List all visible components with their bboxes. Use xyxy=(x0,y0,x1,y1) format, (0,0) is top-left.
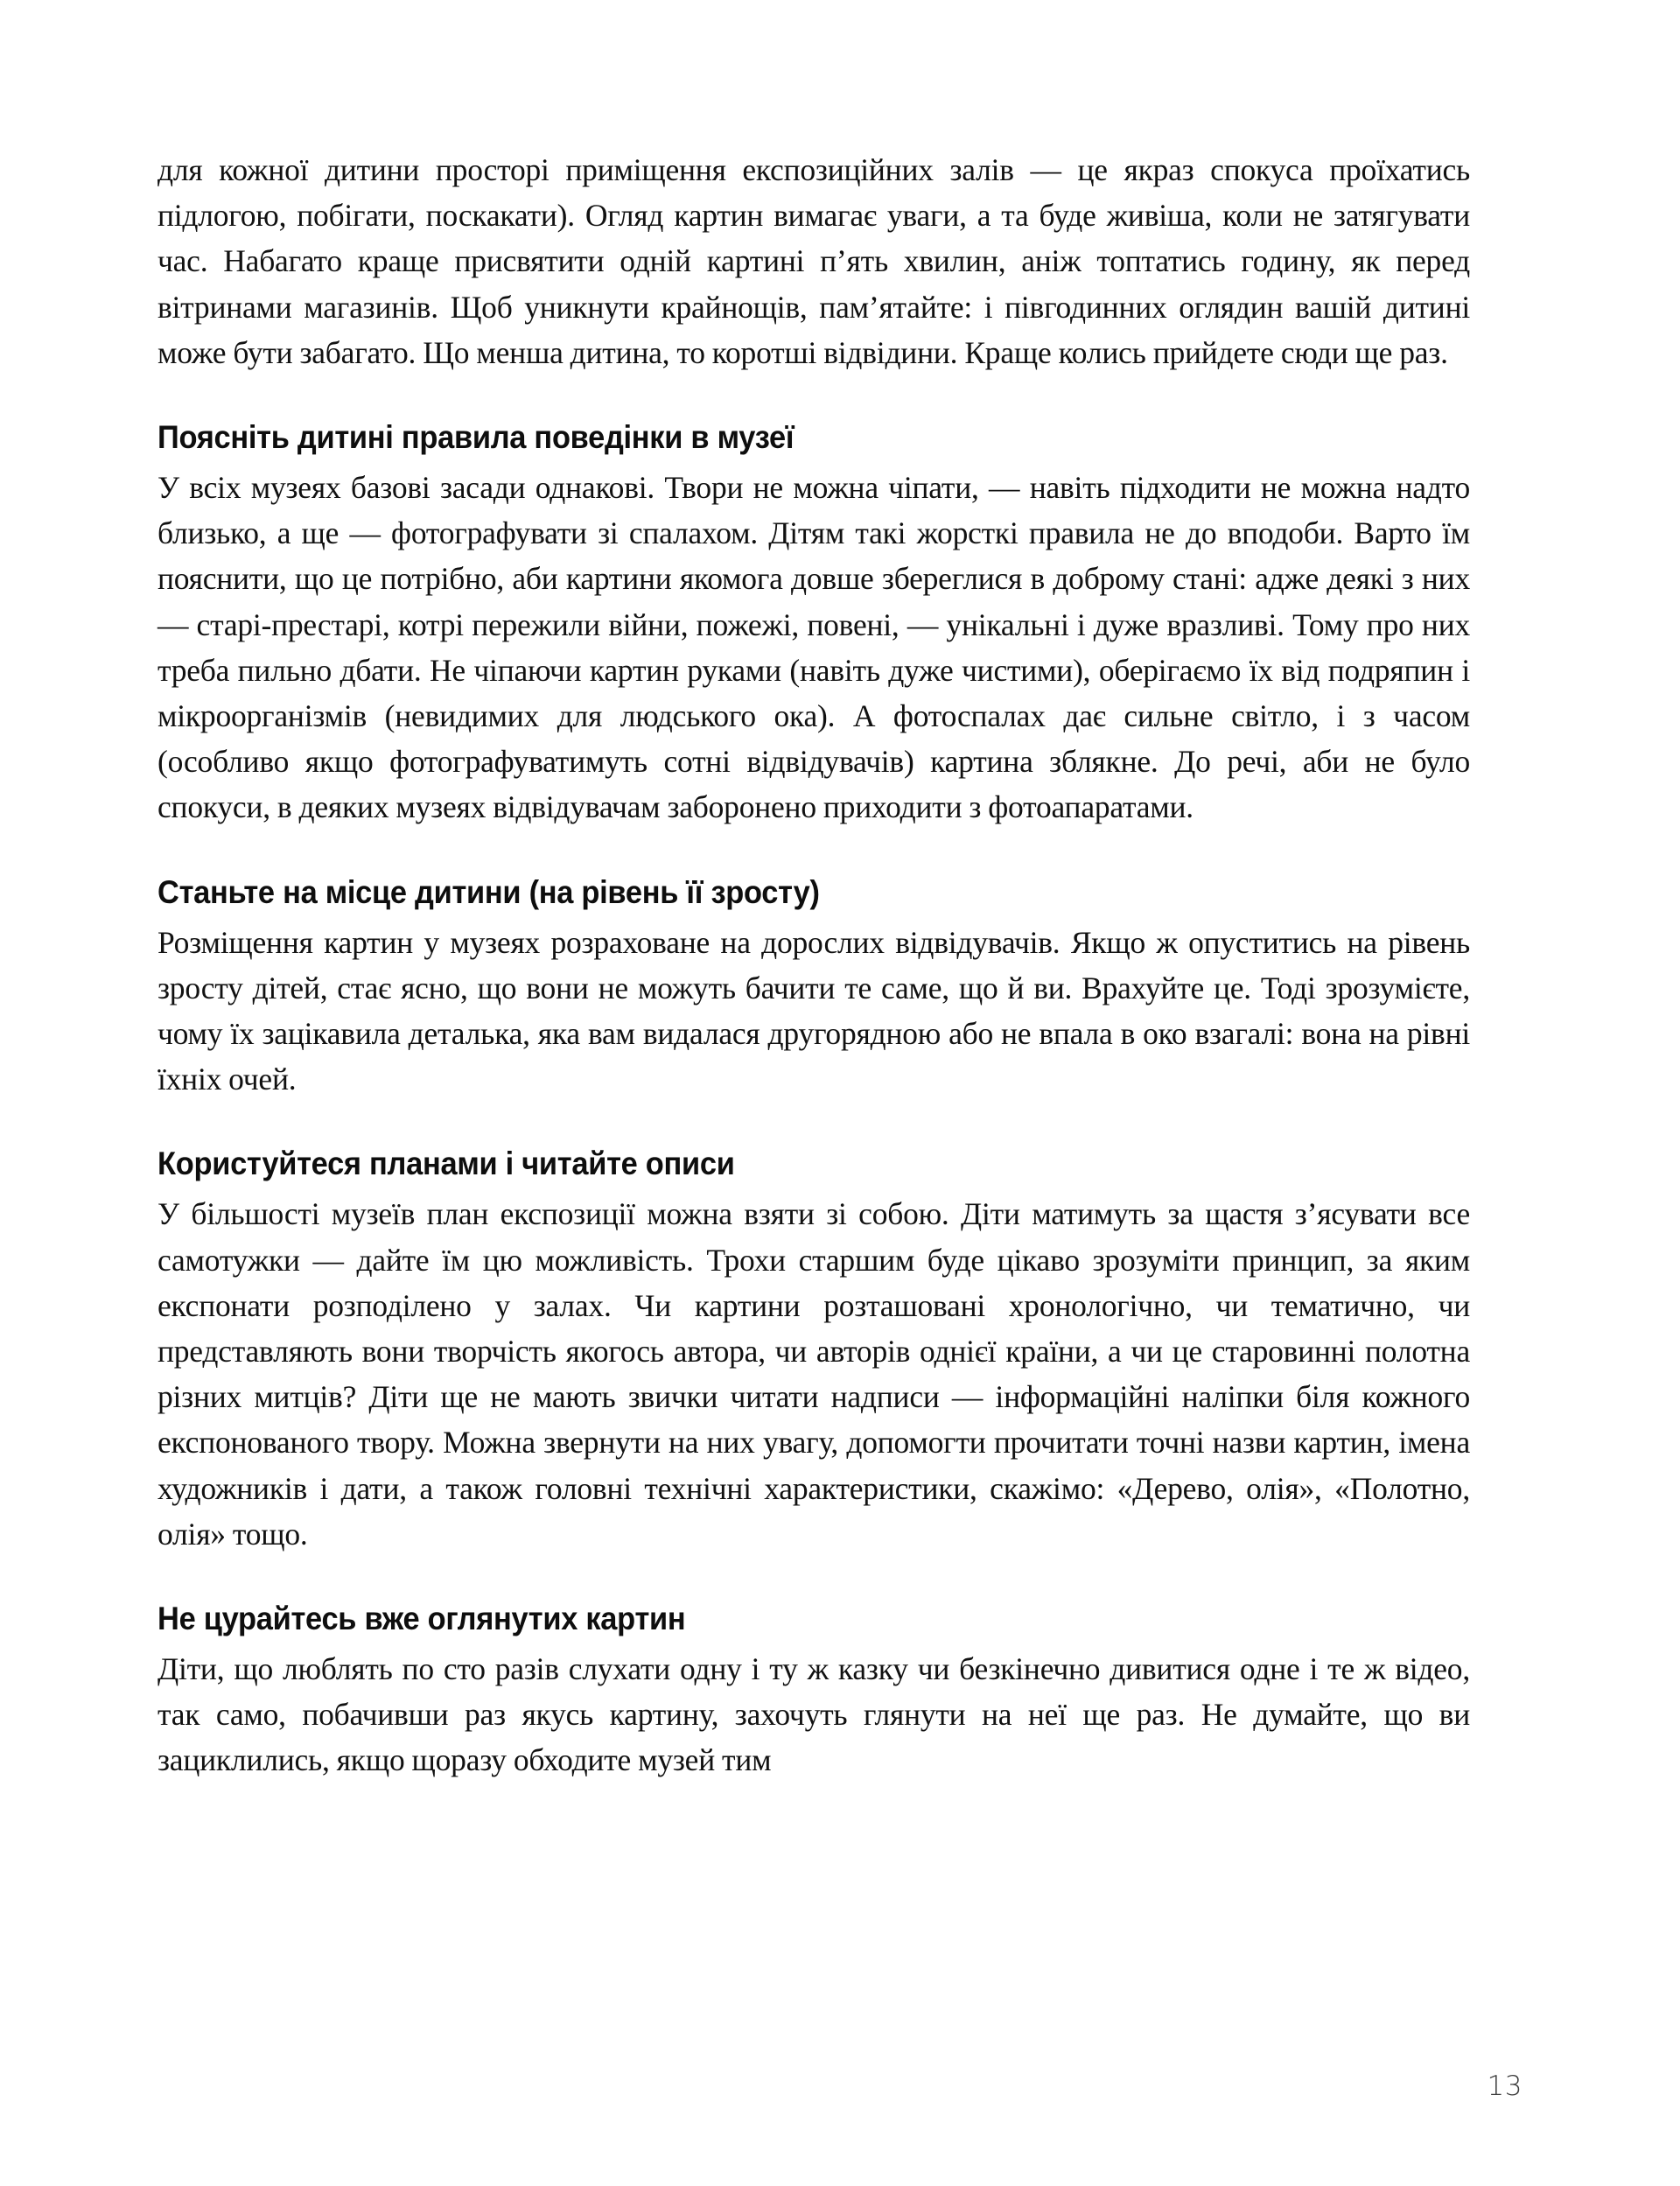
section-revisit-paintings xyxy=(158,1599,1470,1783)
text-column xyxy=(158,147,1470,1783)
section-body: У більшості музеїв план експозиції можна взяти зі собою. Діти матимуть за щастя з’ясувати все самотужки — дайте їм цю можливість. Трохи старшим буде цікаво зрозуміти принцип, за яким експонати розподілено у залах. Чи картини розташовані хронологічно, чи тематично, чи представляють вони творчість якогось автора, чи авторів однієї країни, а чи це старовинні полотна різних митців? Діти ще не мають звички читати надписи — інформаційні наліпки біля кожного експонованого твору. Можна звернути на них увагу, допомогти прочитати точні назви картин, імена художників і дати, а також головні технічні характеристики, скажімо: «Дерево, олія», «Полотно, олія» тощо. xyxy=(158,1196,1470,1552)
section-use-plans-read-labels xyxy=(158,1144,1470,1557)
section-heading: Користуйтеся планами і читайте описи xyxy=(158,1146,735,1182)
section-heading: Станьте на місце дитини (на рівень її зросту) xyxy=(158,873,820,910)
section-body: Діти, що люблять по сто разів слухати одну і ту ж казку чи безкінечно дивитися одне і те ж відео, так само, побачивши раз якусь картину, захочуть глянути на неї ще раз. Не думайте, що ви зациклились, якщо щоразу обходите музей тим xyxy=(158,1651,1470,1778)
section-body: У всіх музеях базові засади однакові. Твори не можна чіпати, — навіть підходити не можна надто близько, а ще — фотографувати зі спалахом. Дітям такі жорсткі правила не до вподоби. Варто їм пояснити, що це потрібно, аби картини якомога довше збереглися в доброму стані: адже деякі з них — старі-престарі, котрі пережили війни, пожежі, повені, — унікальні і дуже вразливі. Тому про них треба пильно дбати. Не чіпаючи картин руками (навіть дуже чистими), оберігаємо їх від подряпин і мікроорганізмів (невидимих для людського ока). А фотоспалах дає сильне світло, і з часом (особливо якщо фотографуватимуть сотні відвідувачів) картина зблякне. До речі, аби не було спокуси, в деяких музеях відвідувачам заборонено приходити з фотоапаратами. xyxy=(158,470,1470,825)
section-child-eye-level xyxy=(158,872,1470,1103)
section-body: Розміщення картин у музеях розраховане на дорослих відвідувачів. Якщо ж опуститись на рівень зросту дітей, стає ясно, що вони не можуть бачити те саме, що й ви. Врахуйте це. Тоді зрозумієте, чому їх зацікавила деталька, яка вам видалася другорядною або не впала в око взагалі: вона на рівні їхніх очей. xyxy=(158,924,1470,1097)
opening-paragraph: для кожної дитини просторі приміщення експозиційних залів — це якраз спокуса проїхатись підлогою, побігати, поскакати). Огляд картин вимагає уваги, а та буде живіша, коли не затягувати час. Набагато краще присвятити одній картині п’ять хвилин, аніж топтатись годину, як перед вітринами магазинів. Щоб уникнути крайнощів, пам’ятайте: і півгодинних оглядин вашій дитині може бути забагато. Що менша дитина, то коротші відвідини. Краще колись прийдете сюди ще раз. xyxy=(158,152,1470,370)
page-number: 13 xyxy=(1487,2070,1522,2102)
section-heading: Не цурайтесь вже оглянутих картин xyxy=(158,1601,686,1637)
section-heading: Поясніть дитині правила поведінки в музеї xyxy=(158,419,794,456)
section-behaviour-rules xyxy=(158,417,1470,830)
